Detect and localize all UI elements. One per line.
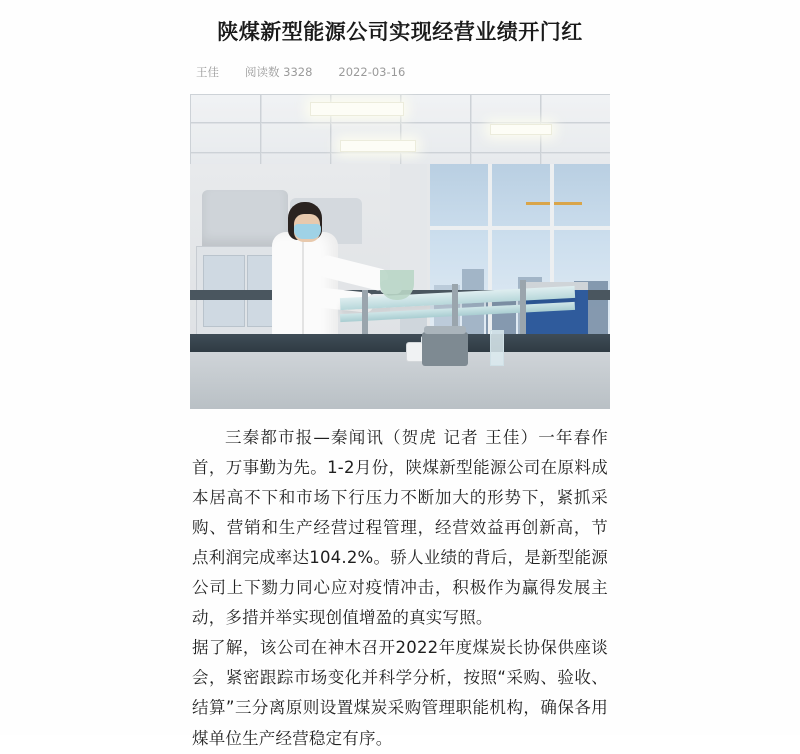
meta-author: 王佳 [196, 65, 219, 80]
meta-read-count: 阅读数 3328 [245, 65, 313, 80]
laboratory-photo [190, 94, 610, 409]
retort-stand [520, 280, 526, 338]
graduated-cylinder [490, 330, 504, 366]
page-title: 陕煤新型能源公司实现经营业绩开门红 [217, 20, 583, 44]
article-meta [190, 56, 610, 94]
ceiling-light [490, 124, 552, 135]
bench-front [190, 352, 610, 409]
article-hero-image [190, 94, 610, 409]
article-container [190, 0, 610, 754]
ceiling-light [310, 102, 404, 116]
bench-edge [190, 334, 610, 352]
article-paragraph: 据了解，该公司在神木召开2022年度煤炭长协保供座谈会，紧密跟踪市场变化并科学分析，按照“采购、验收、结算”三分离原则设置煤炭采购管理职能机构，确保各用煤单位生产经营稳定有序。 [192, 638, 608, 748]
hot-plate [422, 332, 468, 366]
meta-date: 2022-03-16 [338, 65, 406, 80]
article-body [190, 409, 610, 753]
article-paragraph: 三秦都市报—秦闻讯（贺虎 记者 王佳）一年春作首，万事勤为先。1-2月份，陕煤新型能源公司在原料成本居高不下和市场下行压力不断加大的形势下，紧抓采购、营销和生产经营过程管理，经营效益再创新高，节点利润完成率达104.2%。骄人业绩的背后，是新型能源公司上下勠力同心应对疫情冲击，积极作为赢得发展主动，多措并举实现创值增盈的真实写照。 [192, 428, 608, 628]
ceiling-light [340, 140, 416, 152]
face-mask [294, 224, 321, 239]
